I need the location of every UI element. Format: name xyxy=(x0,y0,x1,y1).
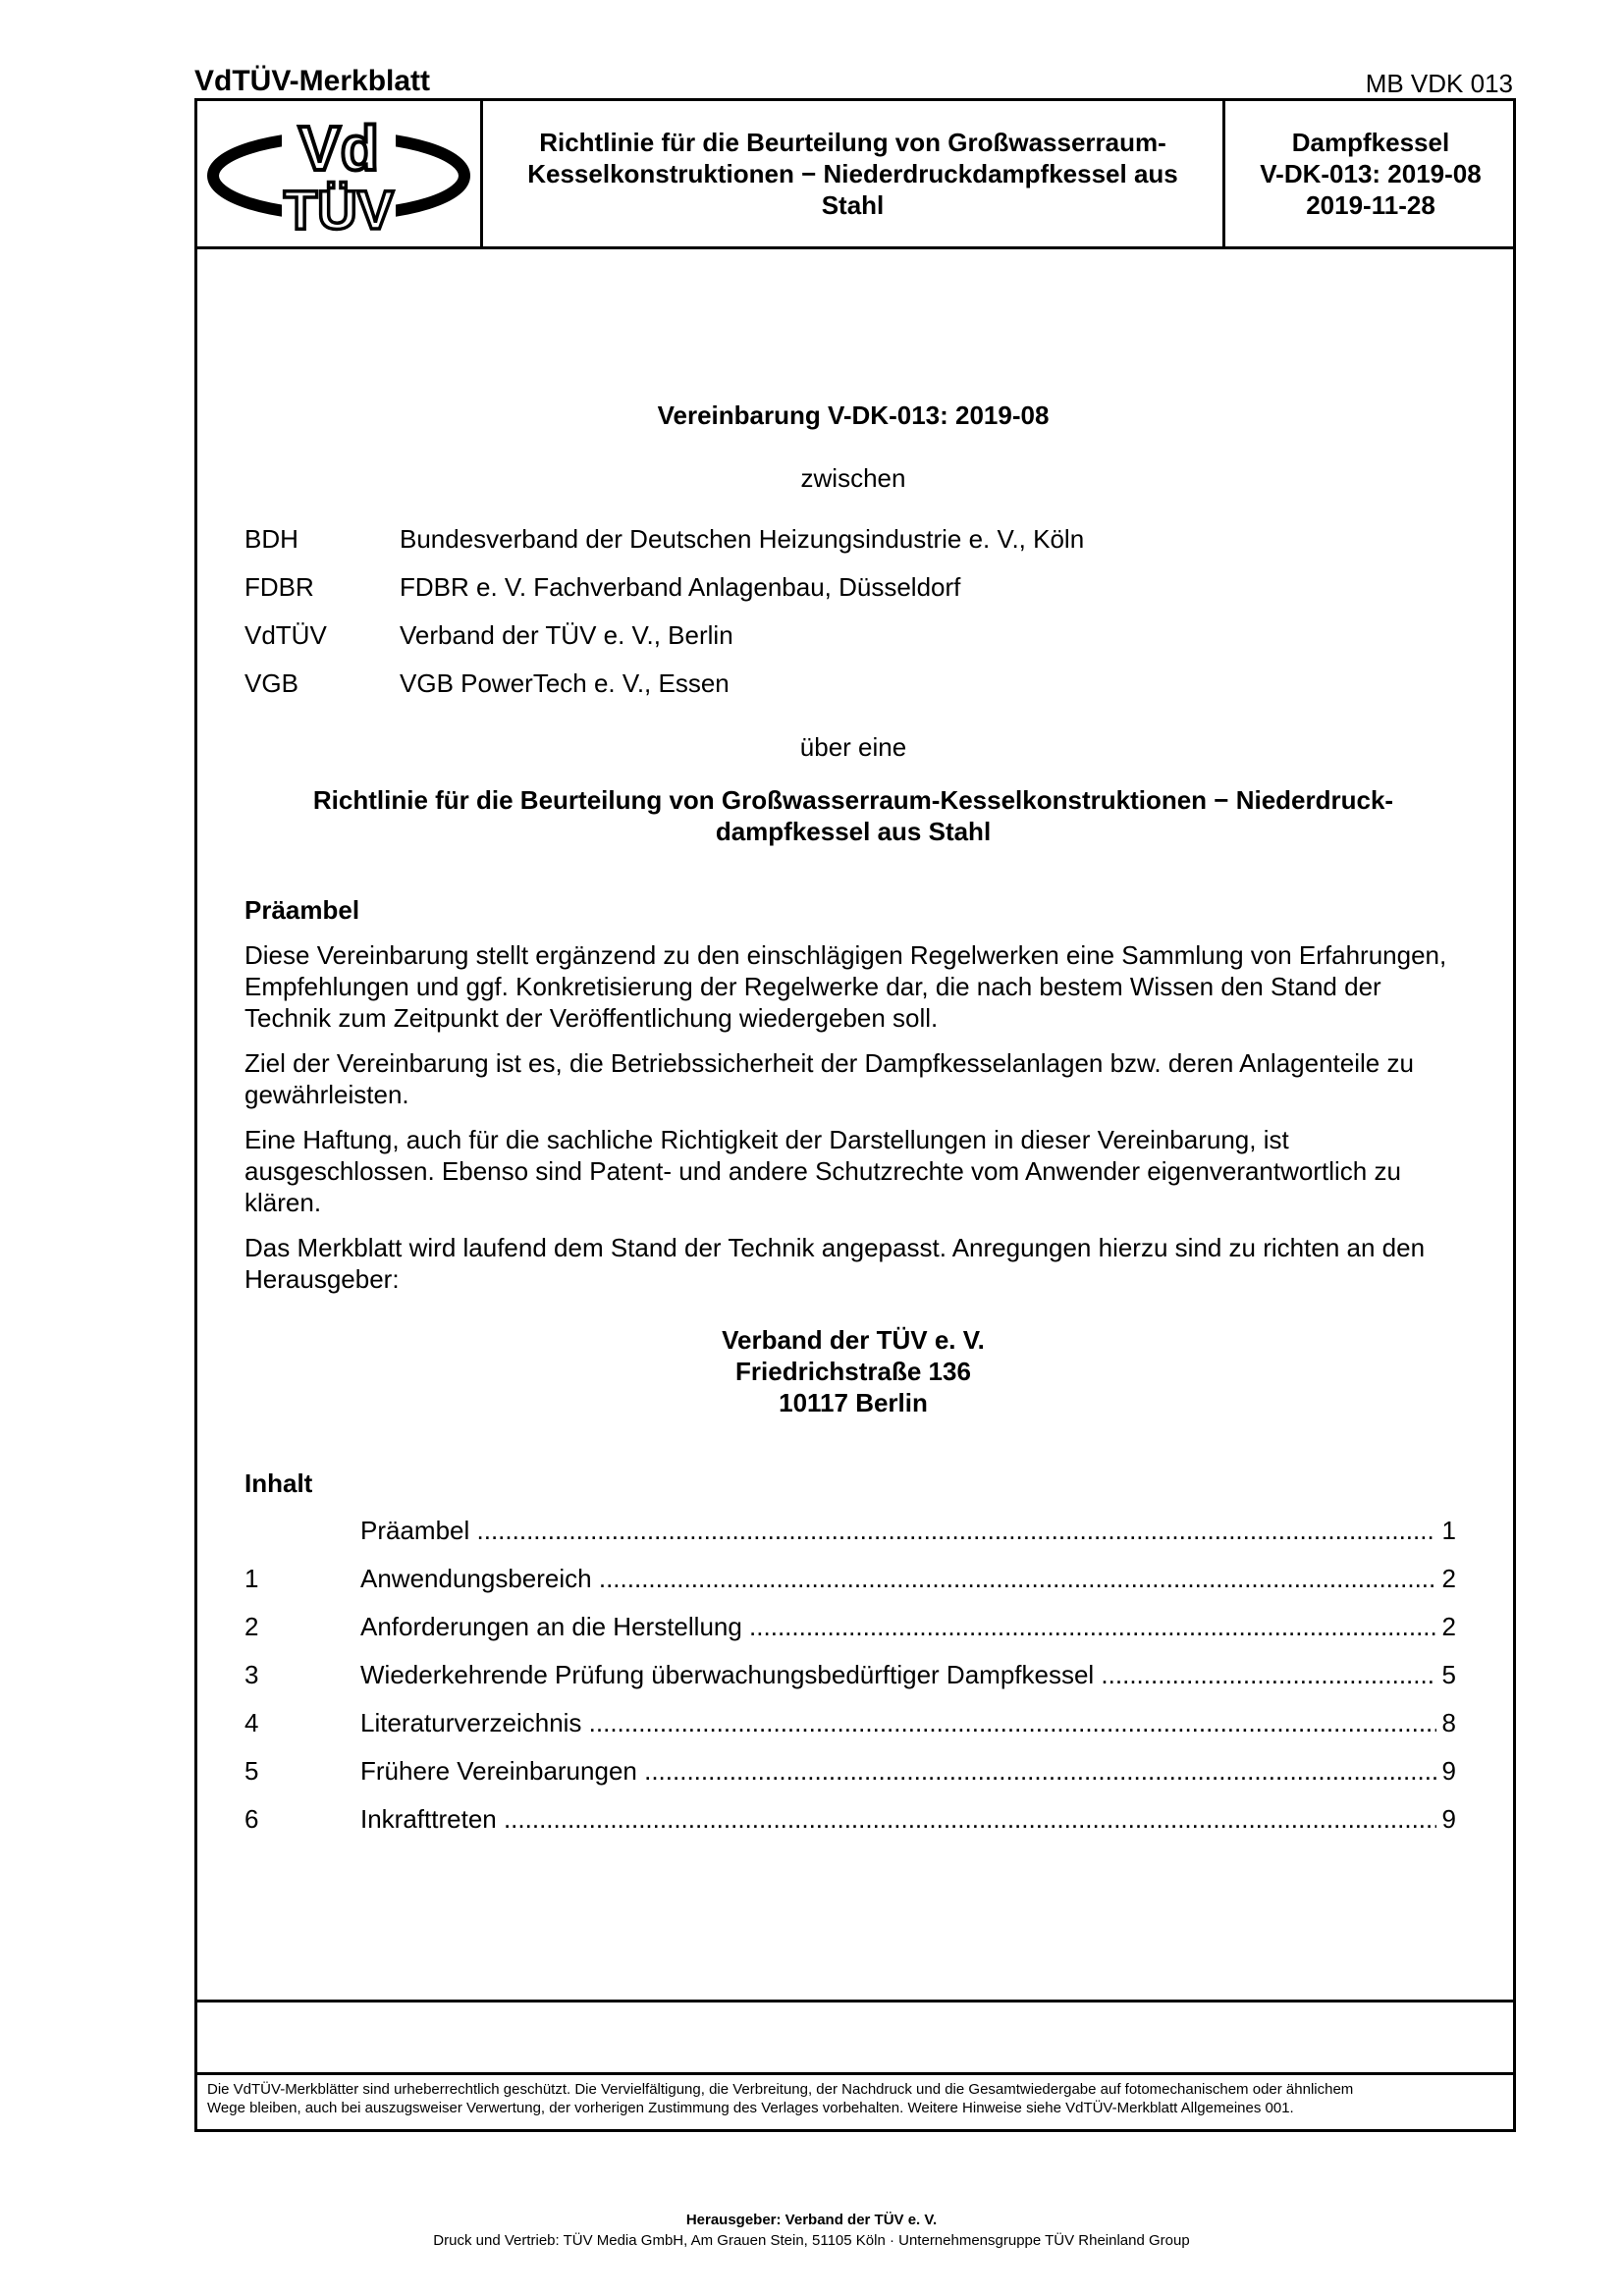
toc-row[interactable] xyxy=(244,1755,1456,1787)
toc-number: 3 xyxy=(244,1660,259,1689)
agreement-subject-line1: Richtlinie für die Beurteilung von Großwasserraum-Kesselkonstruktionen − Niederdruck- xyxy=(312,785,1394,815)
logo-cell xyxy=(197,101,483,246)
toc-page: 8 xyxy=(1441,1708,1456,1737)
party-name: Verband der TÜV e. V., Berlin xyxy=(400,620,733,650)
header-title: Richtlinie für die Beurteilung von Großwasserraum-Kesselkonstruktionen − Niederdruckdampfkessel aus Stahl xyxy=(483,101,1225,246)
toc-page: 2 xyxy=(1441,1612,1456,1641)
header-code-cell xyxy=(1228,101,1513,246)
printer-info: Druck und Vertrieb: TÜV Media GmbH, Am Grauen Stein, 51105 Köln · Unternehmensgruppe TÜV Rheinland Group xyxy=(433,2232,1190,2249)
footer-divider xyxy=(197,2000,1513,2002)
toc-page: 5 xyxy=(1441,1660,1456,1689)
header-table xyxy=(197,101,1513,249)
party-row xyxy=(244,523,1084,571)
party-row xyxy=(244,571,1084,619)
party-abbr: FDBR xyxy=(244,572,314,602)
toc-row[interactable] xyxy=(244,1707,1456,1738)
page-frame xyxy=(194,98,1516,2132)
party-abbr: VGB xyxy=(244,668,298,698)
preamble-body xyxy=(244,939,1462,1308)
agreement-between: zwischen xyxy=(800,463,906,493)
toc-row[interactable] xyxy=(244,1803,1456,1835)
document-type: VdTÜV-Merkblatt xyxy=(194,65,431,97)
agreement-about: über eine xyxy=(799,732,907,762)
toc-title: Literaturverzeichnis ..... xyxy=(360,1707,1436,1738)
copyright-line: Die VdTÜV-Merkblätter sind urheberrechtlich geschützt. Die Vervielfältigung, die Verbreitung, der Nachdruck und die Gesamtwiedergabe auf fotomechanischem oder ähnlichem xyxy=(207,2081,1354,2098)
preamble-paragraph: Diese Vereinbarung stellt ergänzend zu den einschlägigen Regelwerken eine Sammlung von Erfahrungen, Empfehlungen und ggf. Konkretisierung der Regelwerke dar, die nach bestem Wissen den Stand der Technik zum Zeitpunkt der Veröffentlichung wiedergeben soll. xyxy=(244,940,1447,1033)
toc-number xyxy=(244,1515,360,1546)
copyright-line: Wege bleiben, auch bei auszugsweiser Verwertung, der vorherigen Zustimmung des Verlages vorbehalten. Weitere Hinweise siehe VdTÜV-Merkblatt Allgemeines 001. xyxy=(207,2100,1294,2116)
agreement-heading: Vereinbarung V-DK-013: 2019-08 xyxy=(657,400,1050,430)
toc-page: 1 xyxy=(1441,1516,1456,1545)
logo-text-vd: Vd xyxy=(298,113,379,184)
toc-title: Frühere Vereinbarungen ..... xyxy=(360,1755,1436,1787)
toc-number: 2 xyxy=(244,1612,259,1641)
toc-number: 5 xyxy=(244,1756,259,1786)
toc-title: Anwendungsbereich ..... xyxy=(360,1563,1436,1594)
toc-number: 4 xyxy=(244,1708,259,1737)
party-abbr: BDH xyxy=(244,524,298,554)
header-category: Dampfkessel xyxy=(1291,128,1450,157)
parties-list xyxy=(244,523,1084,716)
toc-title: Präambel ..... xyxy=(360,1515,1436,1546)
agreement-subject-line2: dampfkessel aus Stahl xyxy=(715,817,992,846)
toc-number: 6 xyxy=(244,1804,259,1834)
party-abbr: VdTÜV xyxy=(244,620,327,650)
address-line1: Verband der TÜV e. V. xyxy=(722,1325,985,1355)
header-code: V-DK-013: 2019-08 xyxy=(1260,159,1482,188)
address-line2: Friedrichstraße 136 xyxy=(735,1357,971,1386)
toc-row[interactable] xyxy=(244,1515,1456,1546)
toc-row[interactable] xyxy=(244,1659,1456,1690)
preamble-heading: Präambel xyxy=(244,895,360,925)
toc-title: Inkrafttreten ..... xyxy=(360,1803,1436,1835)
toc-page: 2 xyxy=(1441,1564,1456,1593)
party-row xyxy=(244,667,1084,716)
toc-title: Wiederkehrende Prüfung überwachungsbedürftiger Dampfkessel ..... xyxy=(360,1659,1436,1690)
party-row xyxy=(244,619,1084,667)
header-date: 2019-11-28 xyxy=(1306,190,1435,220)
toc-row[interactable] xyxy=(244,1563,1456,1594)
logo-text-tuev: TÜV xyxy=(284,179,394,240)
document-reference: MB VDK 013 xyxy=(1365,69,1513,98)
toc-heading: Inhalt xyxy=(244,1468,313,1498)
toc-title: Anforderungen an die Herstellung ..... xyxy=(360,1611,1436,1642)
preamble-paragraph: Das Merkblatt wird laufend dem Stand der Technik angepasst. Anregungen hierzu sind zu richten an den Herausgeber: xyxy=(244,1233,1426,1294)
toc-row[interactable] xyxy=(244,1611,1456,1642)
preamble-paragraph: Ziel der Vereinbarung ist es, die Betriebssicherheit der Dampfkesselanlagen bzw. deren Anlagenteile zu gewährleisten. xyxy=(244,1048,1414,1109)
toc-number: 1 xyxy=(244,1564,259,1593)
party-name: Bundesverband der Deutschen Heizungsindustrie e. V., Köln xyxy=(400,524,1085,554)
vdtuev-logo xyxy=(197,101,480,246)
address-line3: 10117 Berlin xyxy=(779,1388,928,1417)
party-name: FDBR e. V. Fachverband Anlagenbau, Düsseldorf xyxy=(400,572,961,602)
copyright-notice xyxy=(207,2080,1503,2117)
publisher: Herausgeber: Verband der TÜV e. V. xyxy=(685,2212,938,2228)
preamble-paragraph: Eine Haftung, auch für die sachliche Richtigkeit der Darstellungen in dieser Vereinbarung, ist ausgeschlossen. Ebenso sind Patent- und andere Schutzrechte vom Anwender eigenverantwortlich zu klären. xyxy=(244,1125,1401,1217)
toc-page: 9 xyxy=(1441,1756,1456,1786)
party-name: VGB PowerTech e. V., Essen xyxy=(400,668,730,698)
toc-page: 9 xyxy=(1441,1804,1456,1834)
footer-divider xyxy=(197,2072,1513,2075)
